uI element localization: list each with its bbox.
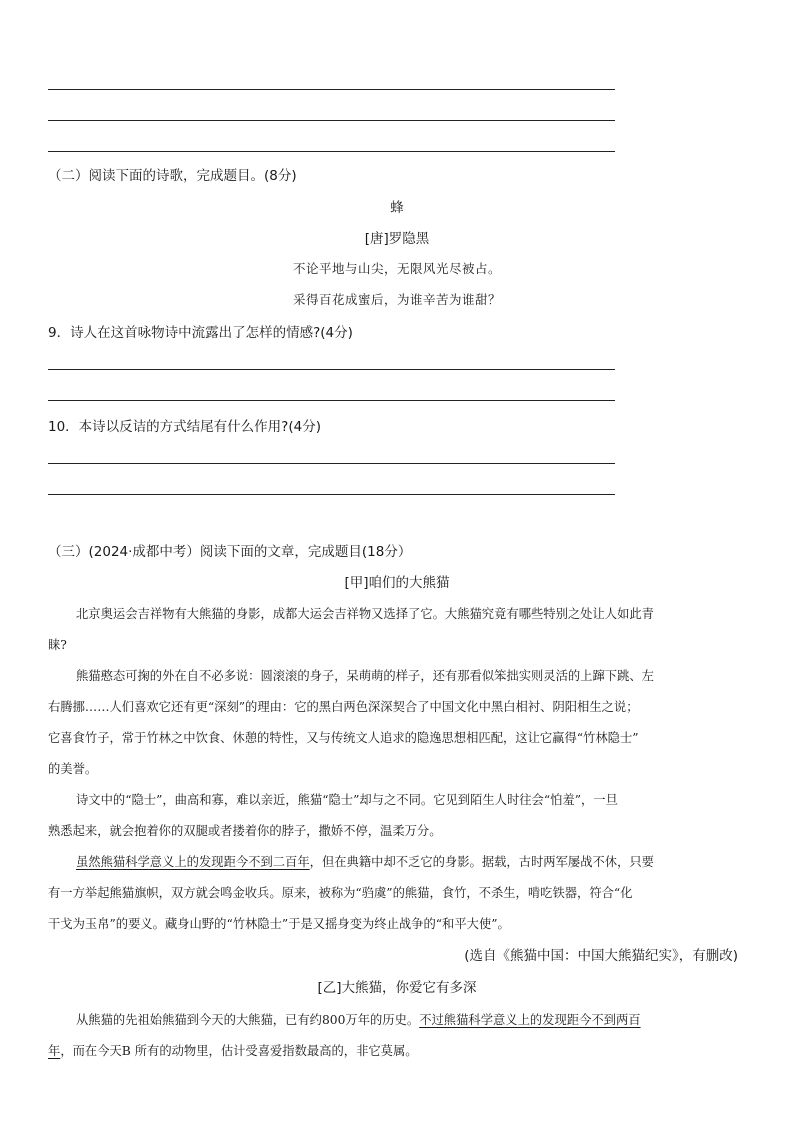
answer-line-1 (48, 89, 615, 90)
p5-line-1 (48, 1005, 738, 1036)
p1-line-2: 睐? (48, 638, 67, 652)
q10-answer-line-2 (48, 494, 615, 495)
poem-author: [唐]罗隐黑 (364, 231, 430, 247)
p4-line-2: 有一方举起熊猫旗帜，双方就会鸣金收兵。原来，被称为“驺虞”的熊猫，食竹，不杀生，啃吃铁器，符合“化 (48, 886, 633, 900)
section2-heading: （二）阅读下面的诗歌，完成题目。(8分) (48, 168, 297, 184)
q10-answer-line-1 (48, 463, 615, 464)
article2-title: [乙]大熊猫，你爱它有多深 (317, 980, 477, 996)
underlined-sentence: 虽然熊猫科学意义上的发现距今不到二百年 (76, 855, 310, 869)
p3-line-2: 熟悉起来，就会抱着你的双腿或者搂着你的脖子，撒娇不停，温柔万分。 (48, 824, 442, 838)
p3-line-1: 诗文中的“隐士”，曲高和寡，难以亲近，熊猫“隐士”却与之不同。它见到陌生人时往会“怕羞”，一旦 (76, 793, 618, 807)
question-9: 9．诗人在这首咏物诗中流露出了怎样的情感?(4分) (48, 325, 353, 341)
p2-line-1: 熊猫憨态可掬的外在自不必多说：圆滚滚的身子，呆萌萌的样子，还有那看似笨拙实则灵活的上蹿下跳、左 (76, 669, 654, 683)
p5-line-2 (48, 1036, 738, 1067)
p5-line-1-plain: 从熊猫的先祖始熊猫到今天的大熊猫，已有约800万年的历史。 (76, 1013, 420, 1027)
p1-line-1: 北京奥运会吉祥物有大熊猫的身影，成都大运会吉祥物又选择了它。大熊猫究竟有哪些特别之处让人如此青 (76, 607, 654, 621)
article1-body (48, 599, 738, 940)
underlined-sentence-2-end: 年 (48, 1044, 61, 1058)
question-10: 10．本诗以反诘的方式结尾有什么作用?(4分) (48, 419, 321, 435)
article1-title: [甲]咱们的大熊猫 (344, 575, 450, 591)
q9-answer-line-1 (48, 369, 615, 370)
underlined-sentence-2: 不过熊猫科学意义上的发现距今不到两百 (419, 1013, 641, 1027)
p2-line-2: 右腾挪……人们喜欢它还有更“深刻”的理由：它的黑白两色深深契合了中国文化中黑白相衬、阴阳相生之说； (48, 700, 639, 714)
poem-line-1: 不论平地与山尖，无限风光尽被占。 (292, 261, 501, 276)
p5-line-2-rest: ，而在今天B 所有的动物里，估计受喜爱指数最高的，非它莫属。 (60, 1044, 418, 1058)
p4-line-3: 干戈为玉帛”的要义。藏身山野的“竹林隐士”于是又摇身变为终止战争的“和平大使”。 (48, 917, 510, 931)
poem-title: 蜂 (390, 200, 404, 216)
p2-line-3: 它喜食竹子，常于竹林之中饮食、休憩的特性，又与传统文人追求的隐逸思想相匹配，这让它赢得“竹林隐士” (48, 731, 639, 745)
p4-line-1-rest: ，但在典籍中却不乏它的身影。据载，古时两军屡战不休，只要 (309, 855, 654, 869)
section3-heading: （三）(2024·成都中考）阅读下面的文章，完成题目(18分） (48, 544, 412, 560)
answer-line-2 (48, 120, 615, 121)
q9-answer-line-2 (48, 400, 615, 401)
source-note: (选自《熊猫中国：中国大熊猫纪实》，有删改) (464, 948, 738, 964)
poem-line-2: 采得百花成蜜后，为谁辛苦为谁甜？ (292, 292, 501, 307)
article2-body (48, 1005, 738, 1067)
p4-line-1 (48, 847, 738, 878)
p2-line-4: 的美誉。 (48, 762, 98, 776)
answer-line-3 (48, 151, 615, 152)
